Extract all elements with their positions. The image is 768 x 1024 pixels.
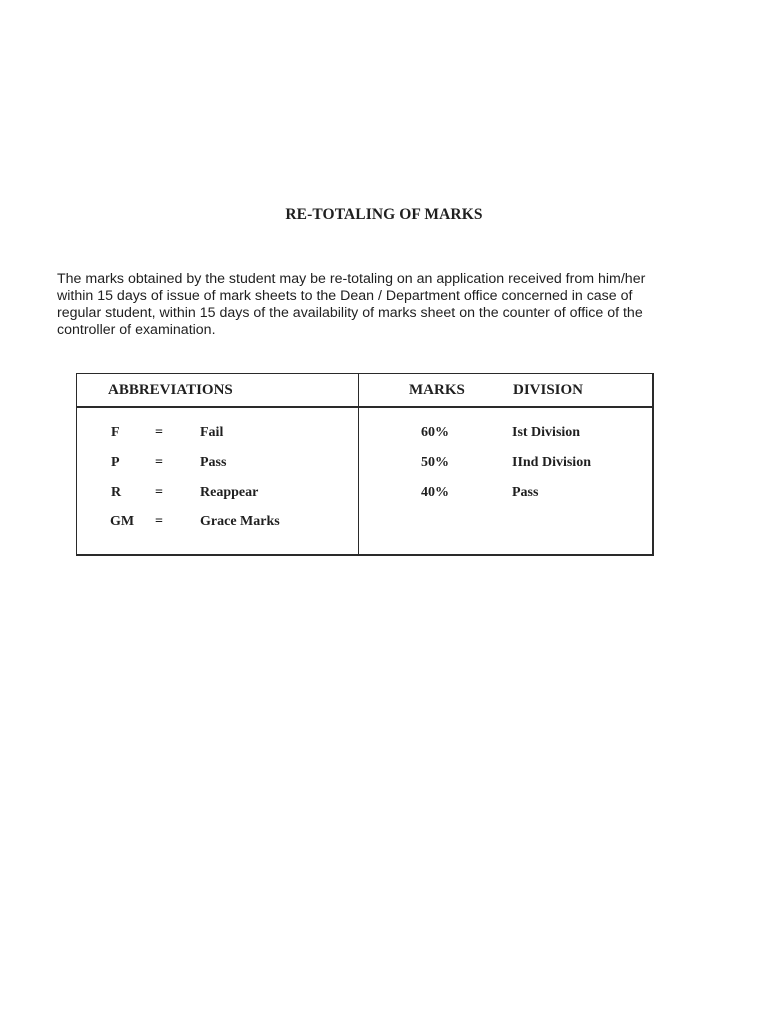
- abbreviation-meaning: Reappear: [200, 485, 259, 500]
- abbreviation-meaning: Pass: [200, 455, 227, 470]
- intro-line: The marks obtained by the student may be re-totaling on an application received from him/her: [57, 271, 646, 287]
- equals-sign: =: [155, 514, 163, 529]
- intro-line: controller of examination.: [57, 322, 216, 338]
- abbreviation-code: F: [111, 425, 120, 440]
- abbreviations-table: [76, 373, 654, 556]
- division-value: Pass: [512, 485, 539, 500]
- intro-line: regular student, within 15 days of the availability of marks sheet on the counter of office of the: [57, 305, 643, 321]
- division-value: IInd Division: [512, 455, 591, 470]
- column-divider: [358, 374, 359, 554]
- equals-sign: =: [155, 485, 163, 500]
- header-marks: MARKS: [409, 382, 465, 398]
- abbreviation-code: GM: [110, 514, 135, 529]
- header-abbreviations: ABBREVIATIONS: [108, 382, 233, 398]
- abbreviation-code: R: [111, 485, 122, 500]
- abbreviation-meaning: Grace Marks: [200, 514, 280, 529]
- marks-value: 50%: [421, 455, 449, 470]
- page-title: RE-TOTALING OF MARKS: [285, 206, 483, 223]
- intro-line: within 15 days of issue of mark sheets to the Dean / Department office concerned in case of: [57, 288, 633, 304]
- abbreviation-code: P: [111, 455, 120, 470]
- division-value: Ist Division: [512, 425, 581, 440]
- intro-paragraph: [57, 271, 707, 339]
- marks-value: 60%: [421, 425, 449, 440]
- abbreviation-meaning: Fail: [200, 425, 224, 440]
- header-divider: [77, 406, 652, 408]
- header-division: DIVISION: [513, 382, 584, 398]
- equals-sign: =: [155, 425, 163, 440]
- marks-value: 40%: [421, 485, 449, 500]
- equals-sign: =: [155, 455, 163, 470]
